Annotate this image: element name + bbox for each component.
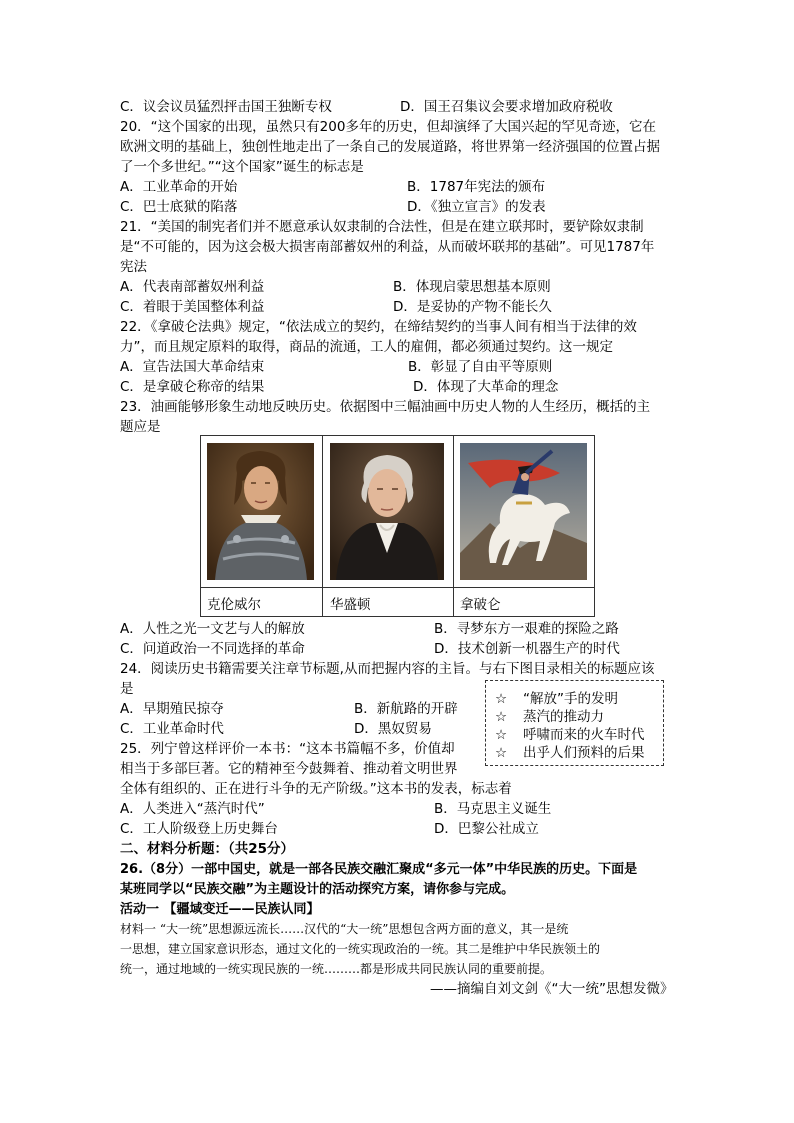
cromwell-portrait: [207, 443, 314, 580]
q20-option-b: B．1787年宪法的颁布: [407, 179, 546, 195]
q21-stem-line1: 21．“美国的制宪者们并不愿意承认奴隶制的合法性，但是在建立联邦时，要铲除奴隶制: [120, 219, 644, 235]
q25-option-c: C．工人阶级登上历史舞台: [120, 821, 278, 837]
material-line2: 一思想，建立国家意识形态，通过文化的一统实现政治的一统。其二是维护中华民族领土的: [120, 942, 601, 956]
q21-option-a: A．代表南部蓄奴州利益: [120, 279, 265, 295]
q25-stem-line1: 25．列宁曾这样评价一本书：“这本书篇幅不多，价值却: [120, 741, 455, 757]
napoleon-painting: [460, 443, 587, 580]
q24-option-a: A．早期殖民掠夺: [120, 701, 224, 717]
caption-cromwell: 克伦威尔: [207, 597, 261, 613]
q24-stem-line2: 是: [120, 681, 134, 697]
q24-stem-line1: 24．阅读历史书籍需要关注章节标题,从而把握内容的主旨。与右下图目录相关的标题应该: [120, 661, 655, 677]
toc-item: “解放”手的发明: [523, 691, 618, 707]
q19-option-d: D．国王召集议会要求增加政府税收: [400, 99, 613, 115]
activity-heading: 活动一 【疆域变迁——民族认同】: [120, 902, 320, 917]
q23-option-d: D．技术创新一机器生产的时代: [434, 641, 620, 657]
q26-stem-line2: 某班同学以“民族交融”为主题设计的活动探究方案，请你参与完成。: [120, 882, 515, 897]
q21-stem-line2: 是“不可能的，因为这会极大损害南部蓄奴州的利益，从而破坏联邦的基础”。可见1787年: [120, 239, 655, 255]
q25-option-a: A．人类进入“蒸汽时代”: [120, 801, 265, 817]
toc-star-icon: ☆: [495, 691, 508, 707]
q25-option-d: D．巴黎公社成立: [434, 821, 539, 837]
toc-item: 蒸汽的推动力: [523, 709, 604, 725]
toc-item: 呼啸而来的火车时代: [523, 727, 645, 743]
material-line3: 统一，通过地域的一统实现民族的一统………都是形成共同民族认同的重要前提。: [120, 962, 553, 976]
q23-stem-line2: 题应是: [120, 419, 161, 435]
q21-stem-line3: 宪法: [120, 259, 147, 275]
toc-star-icon: ☆: [495, 727, 508, 743]
q22-option-d: D．体现了大革命的理念: [413, 379, 559, 395]
q20-option-d: D．《独立宣言》的发表: [407, 199, 546, 215]
q25-stem-line3: 全体有组织的、正在进行斗争的无产阶级。”这本书的发表，标志着: [120, 781, 512, 797]
section-heading: 二、材料分析题：（共25分）: [120, 841, 295, 857]
q24-option-b: B．新航路的开辟: [354, 701, 458, 717]
q19-option-c: C．议会议员猛烈抨击国王独断专权: [120, 99, 332, 115]
q20-stem-line2: 欧洲文明的基础上，独创性地走出了一条自己的发展道路，将世界第一经济强国的位置占据: [120, 139, 660, 155]
q20-stem-line1: 20．“这个国家的出现，虽然只有200多年的历史，但却演绎了大国兴起的罕见奇迹，它在: [120, 119, 656, 135]
q23-stem-line1: 23．油画能够形象生动地反映历史。依据图中三幅油画中历史人物的人生经历，概括的主: [120, 399, 651, 415]
washington-portrait: [330, 443, 444, 580]
toc-star-icon: ☆: [495, 745, 508, 761]
q22-option-b: B．彰显了自由平等原则: [408, 359, 553, 375]
caption-napoleon: 拿破仑: [460, 597, 501, 613]
q22-stem-line2: 力”，而且规定原料的取得，商品的流通，工人的雇佣，都必须通过契约。这一规定: [120, 339, 613, 355]
q25-stem-line2: 相当于多部巨著。它的精神至今鼓舞着、推动着文明世界: [120, 761, 458, 777]
q25-option-b: B．马克思主义诞生: [434, 801, 552, 817]
q20-option-c: C．巴士底狱的陷落: [120, 199, 238, 215]
toc-star-icon: ☆: [495, 709, 508, 725]
q21-option-c: C．着眼于美国整体利益: [120, 299, 265, 315]
material-line1: 材料一 “大一统”思想源远流长……汉代的“大一统”思想包含两方面的意义，其一是统: [120, 922, 569, 936]
q23-option-b: B．寻梦东方一艰难的探险之路: [434, 621, 619, 637]
toc-item: 出乎人们预料的后果: [523, 745, 645, 761]
q24-option-d: D．黑奴贸易: [354, 721, 432, 737]
q20-option-a: A．工业革命的开始: [120, 179, 238, 195]
material-source: ——摘编自刘文剑《“大一统”思想发微》: [430, 981, 674, 997]
q21-option-b: B．体现启蒙思想基本原则: [393, 279, 551, 295]
q24-option-c: C．工业革命时代: [120, 721, 224, 737]
q22-stem-line1: 22．《拿破仑法典》规定，“依法成立的契约，在缔结契约的当事人间有相当于法律的效: [120, 319, 637, 335]
q20-stem-line3: 了一个多世纪。”“这个国家”诞生的标志是: [120, 159, 364, 175]
q22-option-c: C．是拿破仑称帝的结果: [120, 379, 265, 395]
q23-option-a: A．人性之光一文艺与人的解放: [120, 621, 305, 637]
q21-option-d: D．是妥协的产物不能长久: [393, 299, 552, 315]
caption-washington: 华盛顿: [330, 597, 371, 613]
q23-option-c: C．问道政治一不同选择的革命: [120, 641, 305, 657]
q22-option-a: A．宣告法国大革命结束: [120, 359, 265, 375]
q26-stem-line1: 26.（8分）一部中国史，就是一部各民族交融汇聚成“多元一体”中华民族的历史。下面是: [120, 862, 638, 877]
